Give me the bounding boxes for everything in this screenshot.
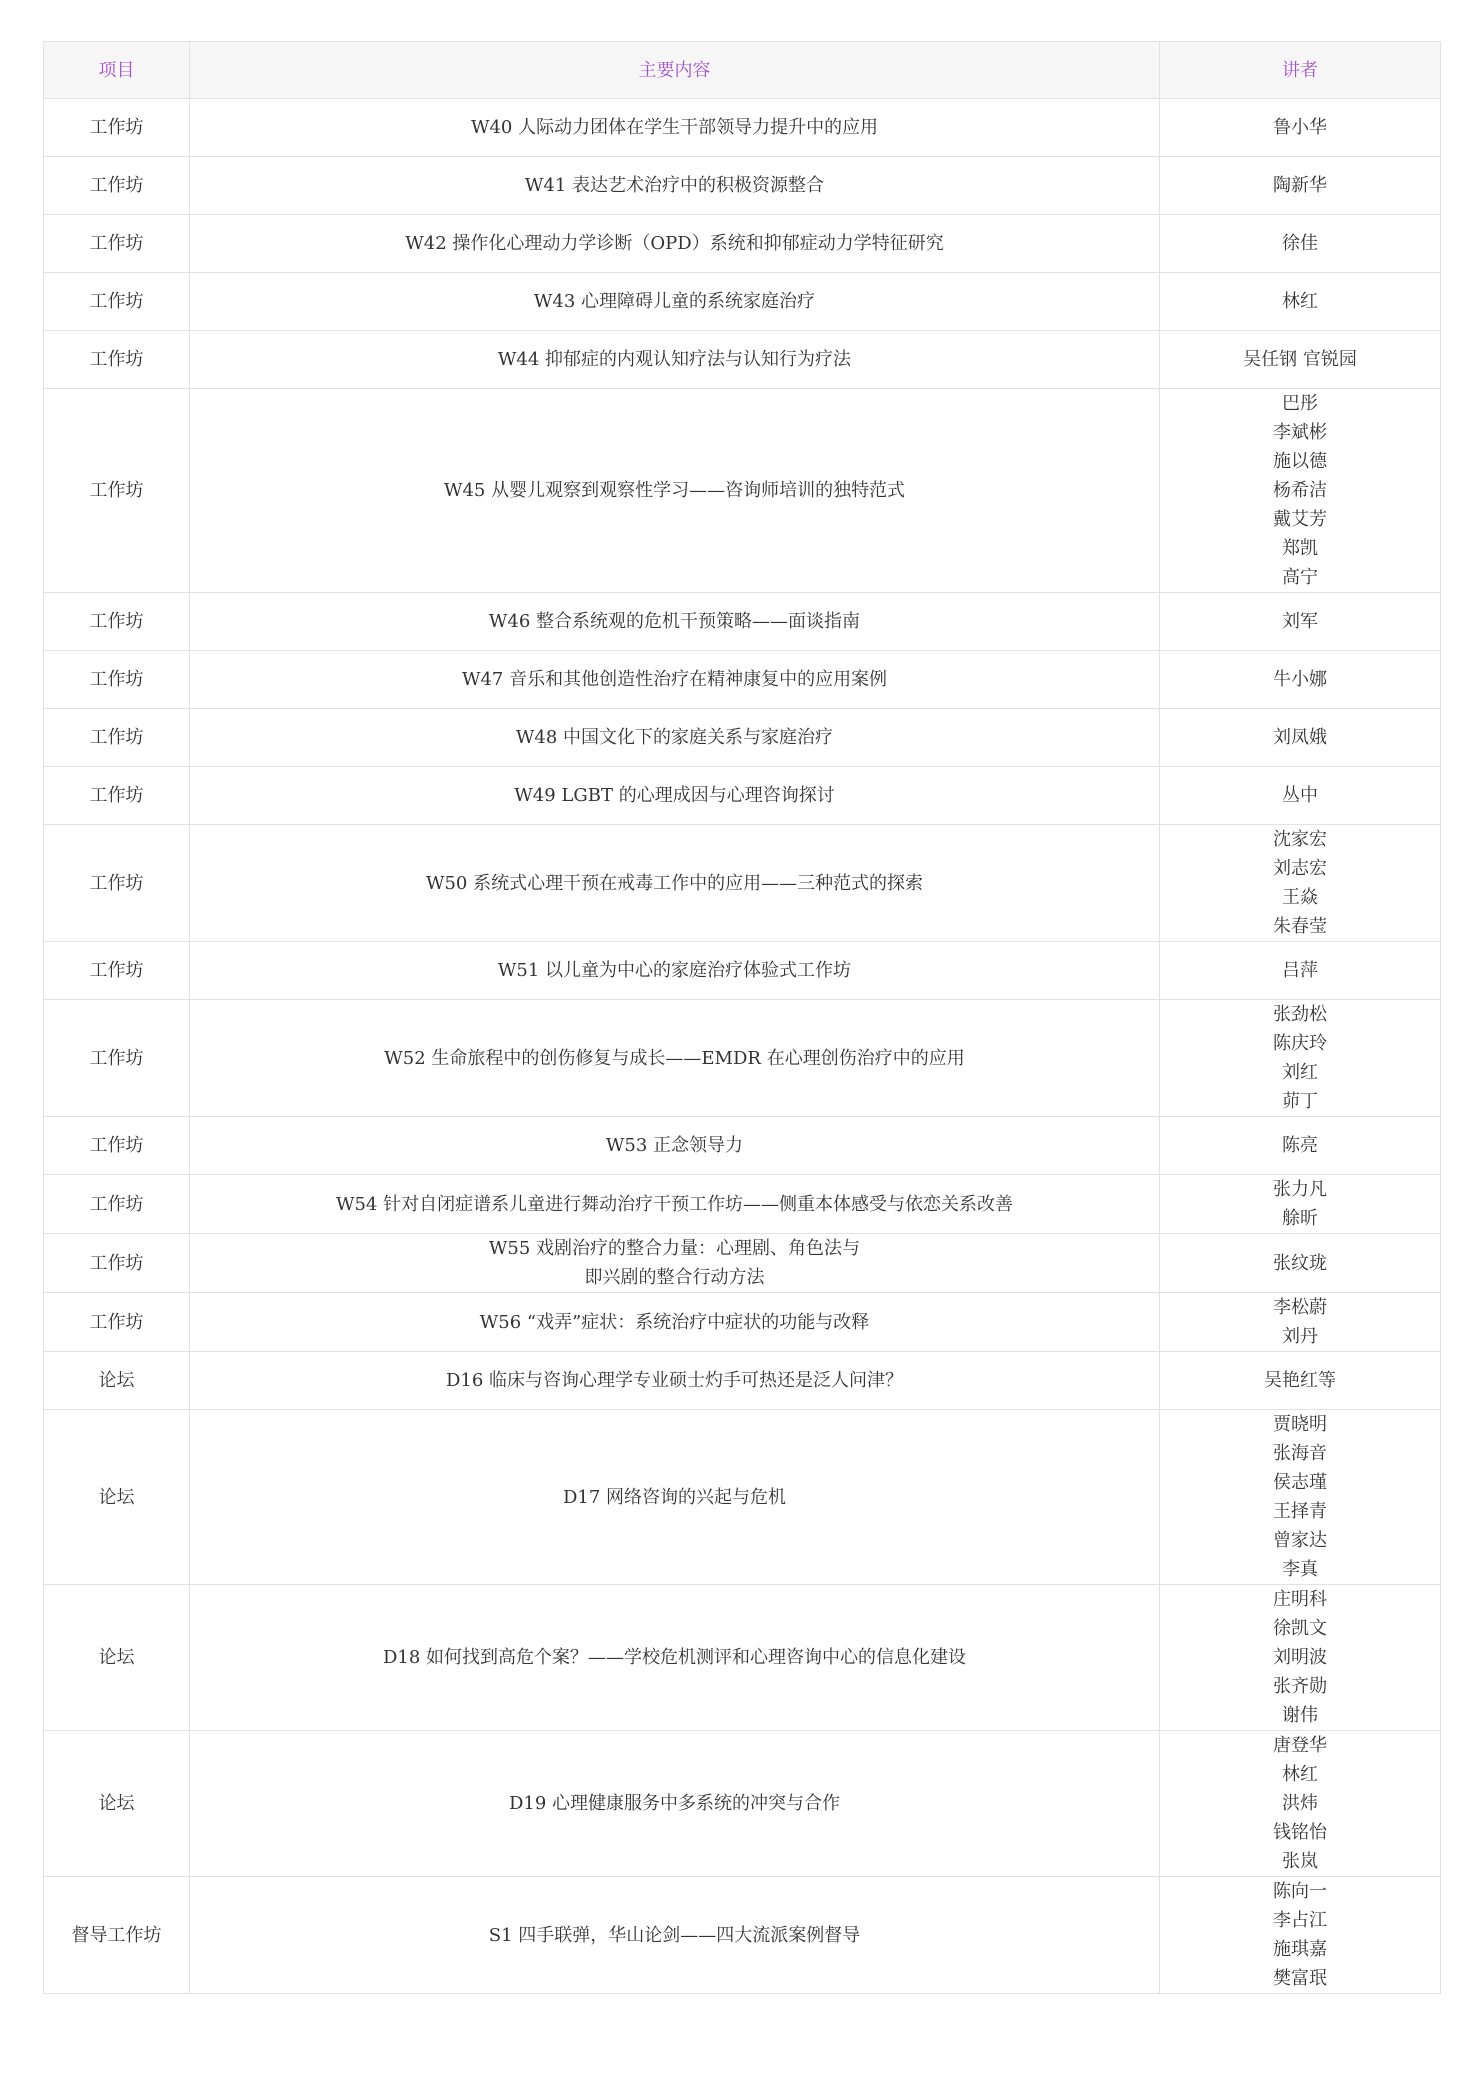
row-speakers [1160,1293,1441,1352]
row-content [190,1585,1160,1731]
content-line: W56 “戏弄”症状：系统治疗中症状的功能与改释 [479,1311,870,1333]
content-line: W48 中国文化下的家庭关系与家庭治疗 [515,727,834,748]
row-category: 论坛 [44,1731,190,1877]
row-speakers [1160,331,1441,389]
row-content [190,767,1160,825]
row-speakers [1160,1585,1441,1731]
row-speakers [1160,1352,1441,1410]
speaker-name: 陈亮 [1282,1135,1318,1156]
speaker-name: 施以德 [1273,451,1327,472]
speaker-name: 朱春莹 [1273,916,1327,937]
speaker-name: 施琪嘉 [1273,1939,1327,1960]
table-row [44,767,1441,825]
speaker-name: 刘志宏 [1273,858,1327,879]
speaker-name: 樊富珉 [1273,1968,1327,1989]
row-category: 工作坊 [44,1293,190,1352]
speaker-name: 鲁小华 [1273,117,1327,138]
speaker-name: 陈庆玲 [1273,1033,1327,1054]
row-category: 工作坊 [44,1000,190,1117]
row-speakers [1160,825,1441,942]
speaker-name: 沈家宏 [1273,829,1327,850]
content-line: W51 以儿童为中心的家庭治疗体验式工作坊 [497,960,852,981]
speaker-name: 曾家达 [1273,1530,1327,1551]
row-content [190,1117,1160,1175]
speaker-name: 刘军 [1282,611,1318,632]
content-line: W43 心理障碍儿童的系统家庭治疗 [533,291,816,312]
speaker-name: 高宁 [1282,567,1318,588]
speaker-name: 陶新华 [1273,175,1327,196]
table-row [44,389,1441,593]
speaker-name: 李真 [1282,1559,1318,1580]
speaker-name: 唐登华 [1273,1735,1327,1756]
row-content [190,1877,1160,1994]
table-body [44,99,1441,1994]
row-speakers [1160,215,1441,273]
content-line: W53 正念领导力 [605,1135,744,1156]
row-category: 工作坊 [44,709,190,767]
table-row [44,1117,1441,1175]
row-category: 工作坊 [44,389,190,593]
row-category: 工作坊 [44,767,190,825]
table-row [44,1293,1441,1352]
speaker-name: 侯志瑾 [1273,1472,1327,1493]
row-content [190,273,1160,331]
schedule-table [43,41,1441,1994]
speaker-name: 刘红 [1282,1062,1318,1083]
row-speakers [1160,1234,1441,1293]
content-line: W54 针对自闭症谱系儿童进行舞动治疗干预工作坊——侧重本体感受与依恋关系改善 [335,1193,1014,1215]
table-row [44,1175,1441,1234]
content-line: W46 整合系统观的危机干预策略——面谈指南 [488,611,861,632]
row-content [190,215,1160,273]
row-category: 工作坊 [44,651,190,709]
table-row [44,593,1441,651]
row-category: 工作坊 [44,942,190,1000]
content-line: W52 生命旅程中的创伤修复与成长——EMDR 在心理创伤治疗中的应用 [384,1047,965,1069]
speaker-name: 牛小娜 [1273,669,1327,690]
speaker-name: 巴彤 [1282,393,1318,414]
content-line: W40 人际动力团体在学生干部领导力提升中的应用 [470,117,879,138]
content-line: W50 系统式心理干预在戒毒工作中的应用——三种范式的探索 [425,872,924,894]
row-category: 论坛 [44,1410,190,1585]
content-line: 即兴剧的整合行动方法 [584,1267,765,1288]
table-row [44,709,1441,767]
content-line: W44 抑郁症的内观认知疗法与认知行为疗法 [497,349,852,370]
row-speakers [1160,1410,1441,1585]
speaker-name: 李占江 [1273,1910,1327,1931]
table-row [44,1352,1441,1410]
header-row [44,42,1441,99]
speaker-name: 王择青 [1273,1501,1327,1522]
speaker-name: 吕萍 [1282,960,1318,981]
table-row [44,215,1441,273]
row-content [190,1410,1160,1585]
row-category: 督导工作坊 [44,1877,190,1994]
speaker-name: 庄明科 [1273,1589,1327,1610]
row-speakers [1160,1000,1441,1117]
table-row [44,1000,1441,1117]
table-row [44,825,1441,942]
table-row [44,273,1441,331]
speaker-name: 张纹珑 [1273,1252,1327,1274]
row-speakers [1160,942,1441,1000]
content-line: D19 心理健康服务中多系统的冲突与合作 [508,1793,841,1814]
row-speakers [1160,157,1441,215]
row-speakers [1160,1117,1441,1175]
speaker-name: 张海音 [1273,1443,1327,1464]
speaker-name: 吴艳红等 [1264,1370,1336,1391]
speaker-name: 张岚 [1282,1851,1318,1872]
row-content [190,651,1160,709]
content-line: W49 LGBT 的心理成因与心理咨询探讨 [514,785,835,806]
row-content [190,1352,1160,1410]
row-content [190,825,1160,942]
row-category: 工作坊 [44,593,190,651]
table-row [44,1731,1441,1877]
content-line: D16 临床与咨询心理学专业硕士灼手可热还是泛人问津？ [445,1370,904,1391]
table-row [44,331,1441,389]
speaker-name: 张力凡 [1273,1179,1327,1200]
row-speakers [1160,389,1441,593]
content-line: D18 如何找到高危个案？——学校危机测评和心理咨询中心的信息化建设 [382,1647,967,1668]
speaker-name: 刘丹 [1282,1326,1318,1347]
content-line: W42 操作化心理动力学诊断（OPD）系统和抑郁症动力学特征研究 [405,233,944,254]
row-speakers [1160,593,1441,651]
row-category: 工作坊 [44,215,190,273]
row-category: 工作坊 [44,273,190,331]
content-line: W55 戏剧治疗的整合力量：心理剧、角色法与 [488,1238,861,1259]
row-category: 工作坊 [44,99,190,157]
speaker-name: 林红 [1282,1764,1318,1785]
speaker-name: 戴艾芳 [1273,509,1327,530]
speaker-name: 洪炜 [1282,1793,1318,1814]
row-content [190,709,1160,767]
row-category: 论坛 [44,1585,190,1731]
table-row [44,1877,1441,1994]
speaker-name: 钱铭怡 [1273,1822,1327,1843]
row-content [190,99,1160,157]
row-speakers [1160,651,1441,709]
content-line: W47 音乐和其他创造性治疗在精神康复中的应用案例 [461,669,888,690]
speaker-name: 陈向一 [1273,1881,1327,1902]
header-content: 主要内容 [190,42,1160,99]
row-speakers [1160,99,1441,157]
row-content [190,1731,1160,1877]
row-speakers [1160,1877,1441,1994]
row-content [190,1175,1160,1234]
table-row [44,99,1441,157]
row-speakers [1160,273,1441,331]
speaker-name: 谢伟 [1282,1705,1318,1726]
row-speakers [1160,1731,1441,1877]
speaker-name: 徐凯文 [1273,1618,1327,1639]
speaker-name: 茆丁 [1282,1091,1318,1112]
row-content [190,1234,1160,1293]
speaker-name: 张齐勋 [1273,1676,1327,1697]
speaker-name: 吴任钢 官锐园 [1243,349,1357,370]
header-item: 项目 [44,42,190,99]
row-content [190,331,1160,389]
speaker-name: 李松蔚 [1273,1297,1327,1318]
row-content [190,389,1160,593]
content-line: W41 表达艺术治疗中的积极资源整合 [524,175,825,196]
speaker-name: 刘凤娥 [1273,727,1327,748]
table-row [44,1410,1441,1585]
row-content [190,1293,1160,1352]
table-row [44,1234,1441,1293]
content-line: D17 网络咨询的兴起与危机 [562,1486,787,1508]
row-category: 工作坊 [44,157,190,215]
speaker-name: 杨希洁 [1273,480,1327,501]
row-category: 工作坊 [44,825,190,942]
row-speakers [1160,709,1441,767]
row-content [190,942,1160,1000]
row-speakers [1160,767,1441,825]
speaker-name: 刘明波 [1273,1647,1327,1668]
row-category: 工作坊 [44,331,190,389]
row-category: 工作坊 [44,1117,190,1175]
row-category: 工作坊 [44,1234,190,1293]
speaker-name: 王焱 [1282,887,1318,908]
row-category: 工作坊 [44,1175,190,1234]
content-line: W45 从婴儿观察到观察性学习——咨询师培训的独特范式 [443,480,906,501]
row-speakers [1160,1175,1441,1234]
row-category: 论坛 [44,1352,190,1410]
table-row [44,157,1441,215]
header-speaker: 讲者 [1160,42,1441,99]
row-content [190,157,1160,215]
speaker-name: 郑凯 [1282,538,1318,559]
table-row [44,942,1441,1000]
speaker-name: 贾晓明 [1273,1414,1327,1435]
speaker-name: 艅昕 [1282,1208,1318,1229]
row-content [190,1000,1160,1117]
speaker-name: 丛中 [1282,785,1318,806]
table-row [44,1585,1441,1731]
row-content [190,593,1160,651]
speaker-name: 林红 [1282,291,1318,312]
table-row [44,651,1441,709]
content-line: S1 四手联弹，华山论剑——四大流派案例督导 [488,1924,861,1946]
speaker-name: 徐佳 [1282,233,1318,254]
speaker-name: 李斌彬 [1273,422,1327,443]
speaker-name: 张劲松 [1273,1004,1327,1025]
